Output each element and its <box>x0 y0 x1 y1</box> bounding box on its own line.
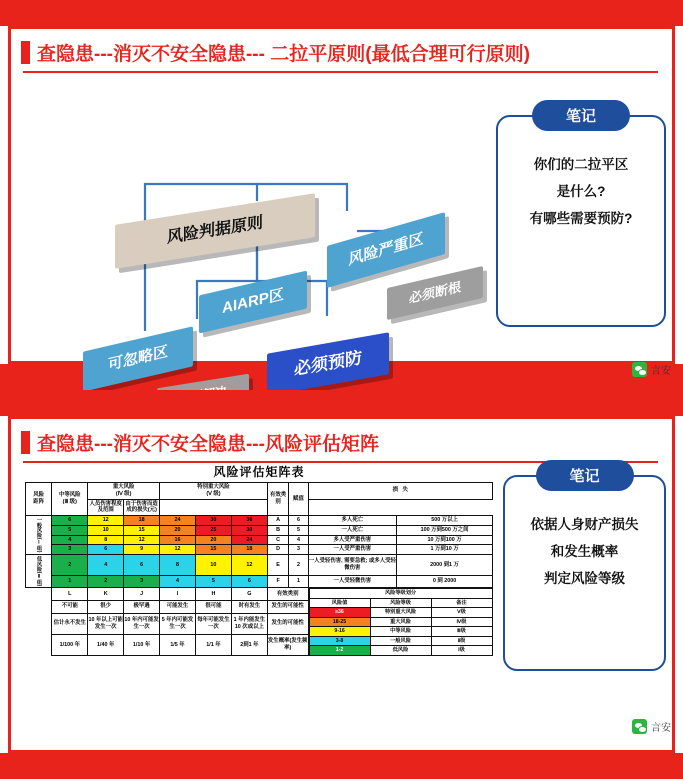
severity-score: 4 <box>289 535 308 545</box>
prob-word: 不可能 <box>52 600 88 613</box>
severity-class: B <box>267 525 289 535</box>
matrix-cell: 5 <box>195 575 231 587</box>
prob-freq: 1/5 年 <box>160 634 196 655</box>
notes-header: 笔记 <box>532 100 630 131</box>
slide-bottom-notes-panel <box>503 468 666 671</box>
prob-word: 很可能 <box>195 600 231 613</box>
matrix-cell: 8 <box>88 535 124 545</box>
matrix-cell: 12 <box>124 535 160 545</box>
matrix-cell: 12 <box>88 516 124 526</box>
matrix-cell: 6 <box>231 575 267 587</box>
red-bar-bottom <box>0 753 683 779</box>
prob-letter: L <box>52 588 88 601</box>
severity-loss: 1 万到10 万 <box>397 545 493 555</box>
matrix-cell: 6 <box>124 555 160 576</box>
prob-freq: 1/40 年 <box>88 634 124 655</box>
table-row <box>26 555 493 576</box>
prob-letter: G <box>231 588 267 601</box>
severity-desc: 多人死亡 <box>308 516 397 526</box>
slide-top-title: 查隐患---消灭不安全隐患--- 二拉平原则(最低合理可行原则) <box>37 44 530 65</box>
severity-loss: 10 万到100 万 <box>397 535 493 545</box>
severity-score: 1 <box>289 575 308 587</box>
diagram-node-severe: 风险严重区 <box>327 212 445 288</box>
watermark-label: 言安 <box>651 366 671 377</box>
legend-value: 1-2 <box>309 646 370 656</box>
legend-row <box>309 646 492 656</box>
matrix-cell: 16 <box>160 535 196 545</box>
table-row <box>26 525 493 535</box>
legend-header: 备注 <box>431 598 492 608</box>
matrix-col-header: 特别重大风险 (Ⅴ 级) <box>160 483 268 500</box>
prob-word: 很少 <box>88 600 124 613</box>
severity-loss: 2000 到1 万 <box>397 555 493 576</box>
legend-value: ≥36 <box>309 608 370 618</box>
prob-letter: J <box>124 588 160 601</box>
legend-host <box>308 588 492 656</box>
legend-value: 9-16 <box>309 627 370 637</box>
prob-word: 可能发生 <box>160 600 196 613</box>
table-row <box>26 535 493 545</box>
matrix-col-header: 中等风险 (Ⅲ 级) <box>52 483 88 516</box>
matrix-cell: 4 <box>160 575 196 587</box>
severity-desc: 一人受轻伤害, 需要急救; 或多人受轻微伤害 <box>308 555 397 576</box>
title-marker-icon <box>21 41 30 64</box>
matrix-cell: 3 <box>52 545 88 555</box>
severity-desc: 一人受轻微伤害 <box>308 575 397 587</box>
matrix-cell: 30 <box>231 525 267 535</box>
table-row <box>26 588 493 601</box>
matrix-loss-sub: 由于伤害而造成的损失(元) <box>124 499 160 516</box>
matrix-cell: 10 <box>88 525 124 535</box>
legend-row <box>309 627 492 637</box>
legend-value: 3-8 <box>309 636 370 646</box>
table-row <box>26 545 493 555</box>
severity-score: 2 <box>289 555 308 576</box>
prob-row-label: 发生的可能性 <box>267 600 308 613</box>
watermark-bottom <box>632 719 671 734</box>
slide-top-notes-panel <box>496 108 666 327</box>
red-bar-middle <box>0 390 683 416</box>
notes-line: 判定风险等级 <box>544 571 625 586</box>
slide-top-title-row <box>11 29 672 70</box>
notes-line: 和发生概率 <box>550 544 619 559</box>
legend-note: Ⅰ级 <box>431 646 492 656</box>
severity-desc: 多人受严重伤害 <box>308 535 397 545</box>
severity-class: E <box>267 555 289 576</box>
prob-desc: 5 年内可能发生一次 <box>160 613 196 634</box>
severity-loss: 0 到 2000 <box>397 575 493 587</box>
slide-bottom-frame <box>8 416 675 753</box>
notes-header: 笔记 <box>535 460 633 491</box>
legend-level: 一般风险 <box>370 636 431 646</box>
matrix-group-label: 一般风险(Ⅰ组) <box>26 516 52 555</box>
matrix-cell: 18 <box>231 545 267 555</box>
prob-letter: H <box>195 588 231 601</box>
prob-bottom-label: 有效类别 <box>267 588 308 601</box>
diagram-node-eradicate: 必须断根 <box>387 266 483 320</box>
table-row <box>26 516 493 526</box>
prob-desc: 10 年以上可能发生一次 <box>88 613 124 634</box>
severity-class: C <box>267 535 289 545</box>
matrix-cell: 20 <box>160 525 196 535</box>
title-underline <box>23 71 658 73</box>
legend-note: Ⅴ级 <box>431 608 492 618</box>
matrix-table-title: 风险评估矩阵表 <box>213 465 305 479</box>
matrix-cell: 4 <box>88 555 124 576</box>
matrix-cell: 8 <box>160 555 196 576</box>
legend-row <box>309 617 492 627</box>
prob-freq: 1/100 年 <box>52 634 88 655</box>
legend-header: 风险等级 <box>370 598 431 608</box>
prob-letter: I <box>160 588 196 601</box>
severity-class: D <box>267 545 289 555</box>
matrix-cell: 30 <box>195 516 231 526</box>
notes-body <box>498 117 664 240</box>
matrix-col-header: 风险 距阵 <box>26 483 52 516</box>
matrix-cell: 12 <box>160 545 196 555</box>
notes-line: 是什么? <box>556 184 606 199</box>
diagram-node-negligible: 可忽略区 <box>83 326 193 391</box>
diagram-node-root: 风险判据原则 <box>115 193 315 269</box>
notes-line: 你们的二拉平区 <box>533 157 629 172</box>
matrix-loss-sub: 人员伤害程度及范围 <box>88 499 124 516</box>
legend-row <box>309 608 492 618</box>
prob-freq: 2到1 年 <box>231 634 267 655</box>
red-bar-top <box>0 0 683 26</box>
legend-title: 风险等级划分 <box>309 589 492 599</box>
diagram-node-aiarp: AIARP区 <box>199 271 307 334</box>
matrix-cell: 2 <box>88 575 124 587</box>
slide-bottom-title: 查隐患---消灭不安全隐患---风险评估矩阵 <box>37 434 379 455</box>
matrix-cell: 2 <box>52 555 88 576</box>
legend-header: 风险值 <box>309 598 370 608</box>
prob-word: 极罕遇 <box>124 600 160 613</box>
watermark-label: 言安 <box>651 723 671 734</box>
risk-matrix-block <box>25 463 493 753</box>
title-marker-icon <box>21 431 30 454</box>
matrix-group-label: 低风险(Ⅱ组) <box>26 555 52 588</box>
prob-desc: 10 年内可能发生一次 <box>124 613 160 634</box>
legend-level: 特别重大风险 <box>370 608 431 618</box>
notes-body <box>505 477 664 600</box>
matrix-loss-header: 损 失 <box>308 483 492 500</box>
matrix-cell: 3 <box>124 575 160 587</box>
severity-score: 5 <box>289 525 308 535</box>
risk-principle-diagram <box>27 81 487 381</box>
matrix-col-header: 重大风险 (Ⅳ 级) <box>88 483 160 500</box>
matrix-cell: 15 <box>124 525 160 535</box>
legend-note: Ⅱ级 <box>431 636 492 646</box>
matrix-cell: 24 <box>160 516 196 526</box>
risk-matrix-table <box>25 482 493 656</box>
prob-desc: 每年可能发生一次 <box>195 613 231 634</box>
prob-desc: 1 年内能发生10 次或以上 <box>231 613 267 634</box>
matrix-cell: 5 <box>52 525 88 535</box>
severity-class: A <box>267 516 289 526</box>
matrix-cell: 18 <box>124 516 160 526</box>
legend-level: 中等风险 <box>370 627 431 637</box>
matrix-cell: 9 <box>124 545 160 555</box>
matrix-cell: 25 <box>195 525 231 535</box>
severity-score: 3 <box>289 545 308 555</box>
prob-freq: 1/10 年 <box>124 634 160 655</box>
prob-row-label: 发生概率(发生频率) <box>267 634 308 655</box>
matrix-cell: 15 <box>195 545 231 555</box>
matrix-col-header: 有效类别 <box>267 483 289 516</box>
matrix-cell: 36 <box>231 516 267 526</box>
legend-note: Ⅳ级 <box>431 617 492 627</box>
legend-level: 低风险 <box>370 646 431 656</box>
slide-bottom <box>0 390 683 779</box>
matrix-cell: 24 <box>231 535 267 545</box>
prob-freq: 1/1 年 <box>195 634 231 655</box>
matrix-cell: 6 <box>88 545 124 555</box>
matrix-cell: 4 <box>52 535 88 545</box>
severity-desc: 一人死亡 <box>308 525 397 535</box>
legend-level: 重大风险 <box>370 617 431 627</box>
severity-desc: 一人受严重伤害 <box>308 545 397 555</box>
severity-loss: 100 万到500 万之间 <box>397 525 493 535</box>
notes-line: 依据人身财产损失 <box>530 517 639 532</box>
legend-value: 18-25 <box>309 617 370 627</box>
matrix-cell: 10 <box>195 555 231 576</box>
severity-score: 6 <box>289 516 308 526</box>
table-row <box>26 575 493 587</box>
severity-class: F <box>267 575 289 587</box>
prob-letter: K <box>88 588 124 601</box>
matrix-body <box>26 516 493 656</box>
matrix-cell: 6 <box>52 516 88 526</box>
prob-word: 时有发生 <box>231 600 267 613</box>
prob-row-label: 发生的可能性 <box>267 613 308 634</box>
wechat-icon <box>632 719 647 734</box>
diagram-node-prevent: 必须预防 <box>267 332 389 396</box>
prob-desc: 估计永不发生 <box>52 613 88 634</box>
slide-bottom-title-row <box>11 419 672 460</box>
legend-row <box>309 636 492 646</box>
matrix-cell: 1 <box>52 575 88 587</box>
matrix-col-header: 赋值 <box>289 483 308 516</box>
risk-legend-table <box>309 588 493 656</box>
notes-line: 有哪些需要预防? <box>529 211 633 226</box>
watermark-top <box>632 362 671 377</box>
legend-note: Ⅲ级 <box>431 627 492 637</box>
matrix-cell: 12 <box>231 555 267 576</box>
severity-loss: 500 万以上 <box>397 516 493 526</box>
matrix-cell: 20 <box>195 535 231 545</box>
wechat-icon <box>632 362 647 377</box>
